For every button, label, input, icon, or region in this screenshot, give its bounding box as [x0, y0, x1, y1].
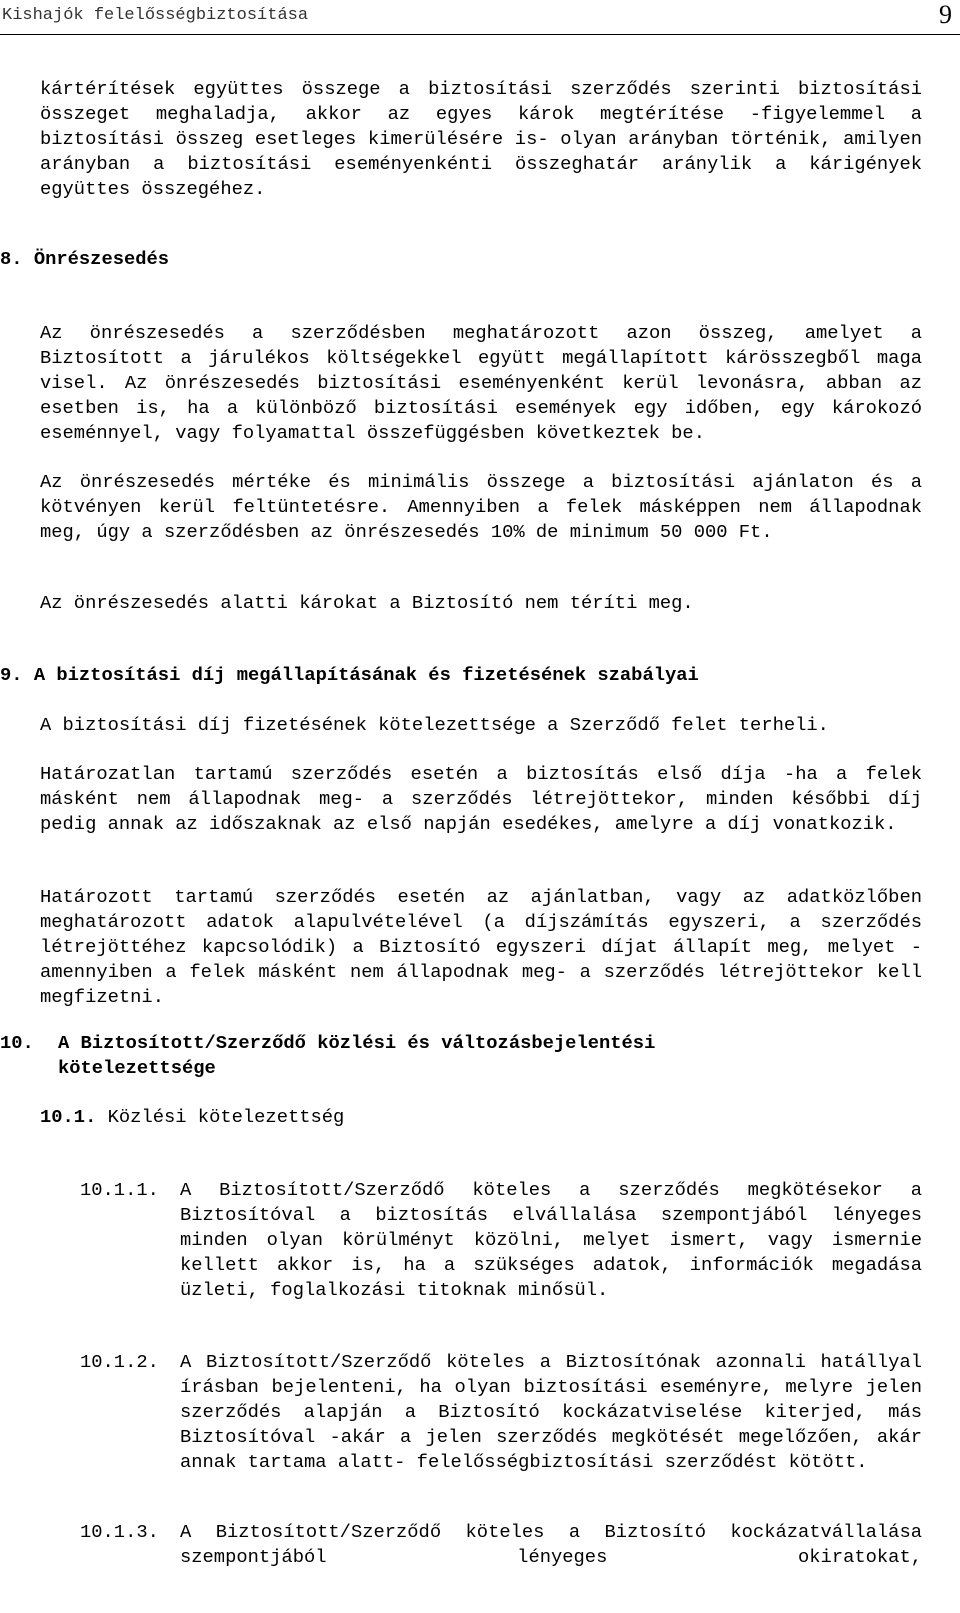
- section-8-block-1: [40, 321, 922, 446]
- section-10-number: 10.: [0, 1032, 34, 1054]
- section-8-paragraph: Az önrészesedés a szerződésben meghatározott azon összeg, amelyet a Biztosított a járulékos költségekkel együtt megállapított kárösszegből maga visel. Az önrészesedés biztosítási eseményenként kerül levonásra, abban az esetben is, ha a különböző biztosítási események egy időben, egy károkozó eseménnyel, vagy folyamattal összefüggésben következtek be.: [40, 322, 922, 444]
- section-8-title: Önrészesedés: [33, 248, 170, 270]
- item-text: A Biztosított/Szerződő köteles a Biztosító kockázatvállalása szempontjából lényeges okiratokat,: [180, 1521, 922, 1568]
- intro-paragraph: kártérítések együttes összege a biztosítási szerződés szerinti biztosítási összeget meghaladja, akkor az egyes károk megtérítése -figyelemmel a biztosítási összeg esetleges kimerülésére is- olyan arányban történik, amilyen arányban a biztosítási eseményenkénti összeghatár aránylik a kárigények együttes összegéhez.: [40, 78, 922, 200]
- section-8-block-2: [40, 470, 922, 545]
- item-number: 10.1.3.: [80, 1521, 159, 1543]
- section-9-paragraph: Határozott tartamú szerződés esetén az ajánlatban, vagy az adatközlőben meghatározott adatok alapulvételével (a díjszámítás egyszeri, a szerződés létrejöttéhez kapcsolódik) a Biztosító egyszeri díjat állapít meg, melyet -amennyiben a felek másként nem állapodnak meg- a szerződés létrejöttekor kell megfizetni.: [40, 886, 922, 1008]
- section-9-title: A biztosítási díj megállapításának és fizetésének szabályai: [33, 664, 699, 686]
- item-number: 10.1.2.: [80, 1351, 159, 1373]
- section-9-paragraph: A biztosítási díj fizetésének kötelezettsége a Szerződő felet terheli.: [40, 714, 829, 736]
- list-item: [80, 1350, 922, 1475]
- item-number: 10.1.1.: [80, 1179, 159, 1201]
- list-item: [80, 1178, 922, 1303]
- subsection-10-1-heading: [40, 1105, 344, 1130]
- subsection-10-1-number: 10.1.: [40, 1106, 97, 1128]
- section-8-paragraph: Az önrészesedés alatti károkat a Biztosító nem téríti meg.: [40, 592, 694, 614]
- section-8-block-3: [40, 591, 922, 616]
- section-9-block-1: [40, 713, 922, 738]
- section-10-title-line-1: A Biztosított/Szerződő közlési és változásbejelentési: [58, 1032, 656, 1054]
- item-text: A Biztosított/Szerződő köteles a Biztosítónak azonnali hatállyal írásban bejelenteni, ha olyan biztosítási eseményre, melyre jelen szerződés alapján a Biztosító kockázatviselése kiterjed, más Biztosítóval -akár a jelen szerződés megkötését megelőzően, akár annak tartama alatt- felelősségbiztosítási szerződést kötött.: [180, 1351, 922, 1473]
- section-9-block-2: [40, 762, 922, 837]
- section-10-heading: [0, 1031, 655, 1056]
- intro-paragraph-block: [40, 77, 922, 202]
- section-8-paragraph: Az önrészesedés mértéke és minimális összege a biztosítási ajánlaton és a kötvényen kerül feltüntetésre. Amennyiben a felek másképpen nem állapodnak meg, úgy a szerződésben az önrészesedés 10% de minimum 50 000 Ft.: [40, 471, 922, 543]
- page-number: 9: [939, 0, 952, 29]
- section-9-paragraph: Határozatlan tartamú szerződés esetén a biztosítás első díja -ha a felek másként nem állapodnak meg- a szerződés létrejöttekor, minden későbbi díj pedig annak az időszaknak az első napján esedékes, amelyre a díj vonatkozik.: [40, 763, 922, 835]
- page-header: [0, 0, 960, 35]
- section-9-number: 9.: [0, 664, 23, 686]
- running-header-title: Kishajók felelősségbiztosítása: [2, 6, 309, 25]
- section-9-block-3: [40, 885, 922, 1010]
- subsection-10-1-title: Közlési kötelezettség: [107, 1106, 345, 1128]
- section-10-heading-cont: [58, 1056, 216, 1081]
- section-8-heading: [0, 247, 169, 272]
- section-10-title-line-2: kötelezettsége: [58, 1057, 216, 1079]
- section-9-heading: [0, 663, 699, 688]
- list-item: [80, 1520, 922, 1570]
- section-8-number: 8.: [0, 248, 23, 270]
- item-text: A Biztosított/Szerződő köteles a szerződés megkötésekor a Biztosítóval a biztosítás elvállalása szempontjából lényeges minden olyan körülményt közölni, melyet ismert, vagy ismernie kellett akkor is, ha a szükséges adatok, információk megadása üzleti, foglalkozási titoknak minősül.: [180, 1179, 922, 1301]
